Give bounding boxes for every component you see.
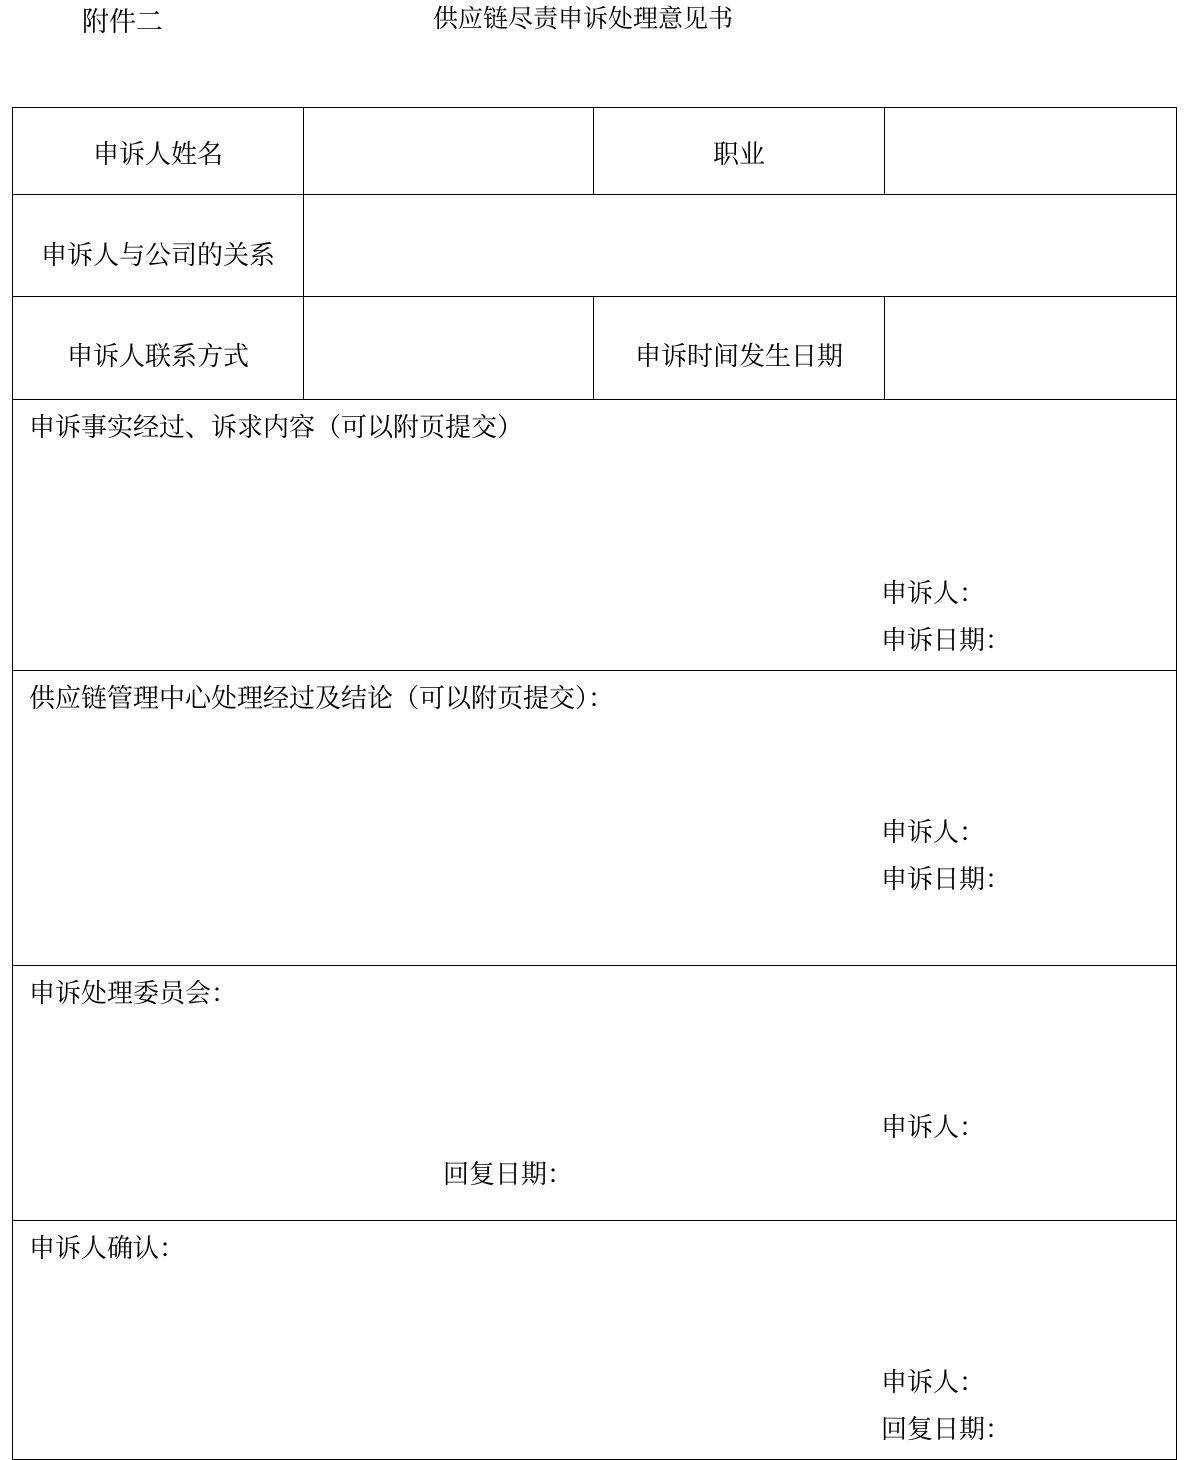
occupation-label: 职业 <box>594 108 885 195</box>
contact-field[interactable] <box>304 297 594 400</box>
relation-label: 申诉人与公司的关系 <box>13 195 304 297</box>
row-contact-date <box>13 297 1177 400</box>
facts-section[interactable] <box>13 400 1177 671</box>
document-title: 供应链尽责申诉处理意见书 <box>433 4 734 33</box>
contact-label: 申诉人联系方式 <box>13 297 304 400</box>
incident-date-field[interactable] <box>885 297 1177 400</box>
facts-signer-label: 申诉人： <box>881 579 986 609</box>
row-name-job <box>13 108 1177 195</box>
row-facts <box>13 400 1177 671</box>
committee-signer-label: 申诉人： <box>881 1113 986 1143</box>
complainant-name-label: 申诉人姓名 <box>13 108 304 195</box>
occupation-field[interactable] <box>885 108 1177 195</box>
complaint-form-table <box>12 107 1177 1460</box>
relation-field[interactable] <box>304 195 1177 297</box>
row-center <box>13 671 1177 966</box>
confirm-signer-label: 申诉人： <box>881 1368 986 1398</box>
confirm-reply-date-label: 回复日期： <box>881 1415 1012 1445</box>
row-committee <box>13 966 1177 1221</box>
committee-reply-date-label: 回复日期： <box>443 1160 574 1190</box>
center-signer-label: 申诉人： <box>881 818 986 848</box>
facts-date-label: 申诉日期： <box>881 626 1012 656</box>
center-section-title: 供应链管理中心处理经过及结论（可以附页提交）： <box>29 684 615 714</box>
center-date-label: 申诉日期： <box>881 865 1012 895</box>
attachment-label: 附件二 <box>82 7 163 38</box>
center-section[interactable] <box>13 671 1177 966</box>
row-relation <box>13 195 1177 297</box>
confirm-section-title: 申诉人确认： <box>29 1234 186 1264</box>
committee-section[interactable] <box>13 966 1177 1221</box>
incident-date-label: 申诉时间发生日期 <box>594 297 885 400</box>
facts-section-title: 申诉事实经过、诉求内容（可以附页提交） <box>29 413 524 443</box>
complainant-name-field[interactable] <box>304 108 594 195</box>
committee-section-title: 申诉处理委员会： <box>29 979 238 1009</box>
